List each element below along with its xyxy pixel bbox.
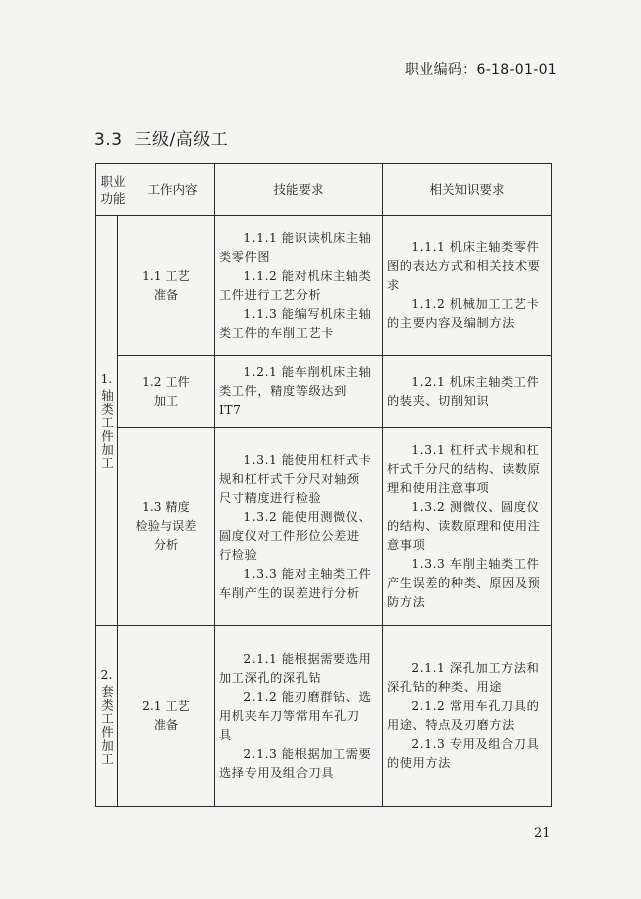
knowledge-item: 1.2.1 机床主轴类工件的装夹、切削知识 xyxy=(387,374,540,408)
section-title: 三级/高级工 xyxy=(134,130,229,150)
header-function xyxy=(95,164,131,215)
skill-cell xyxy=(215,356,382,427)
skill-item: 1.1.3 能编写机床主轴类工件的车削工艺卡 xyxy=(219,306,372,340)
skill-item: 2.1.3 能根据加工需要选择专用及组合刀具 xyxy=(219,746,372,780)
table-border-bottom xyxy=(95,806,552,807)
header-skill: 技能要求 xyxy=(273,182,324,197)
knowledge-item: 2.1.2 常用车孔刀具的用途、特点及刃磨方法 xyxy=(387,699,540,732)
skill-item: 1.1.1 能识读机床主轴类零件图 xyxy=(219,230,372,264)
function-cell xyxy=(96,626,117,806)
function-number: 1. xyxy=(100,371,113,386)
function-name: 轴类工件加工 xyxy=(99,389,115,470)
work-content-line: 1.1 工艺 xyxy=(142,268,190,283)
knowledge-item: 1.3.1 杠杆式卡规和杠杆式千分尺的结构、读数原理和使用注意事项 xyxy=(387,443,541,495)
skill-item: 2.1.1 能根据需要选用加工深孔的深孔钻 xyxy=(219,651,372,685)
knowledge-cell xyxy=(383,626,551,806)
header-function-line: 功能 xyxy=(100,190,126,206)
header-knowledge: 相关知识要求 xyxy=(429,182,505,197)
work-content-line: 分析 xyxy=(153,538,179,552)
work-content-line: 检验与误差 xyxy=(135,519,197,533)
function-cell xyxy=(96,216,117,625)
skill-cell xyxy=(215,428,382,625)
table-border-right xyxy=(551,163,552,807)
skill-cell xyxy=(215,216,382,355)
work-content-cell xyxy=(118,356,214,427)
skill-item: 1.3.3 能对主轴类工件车削产生的误差进行分析 xyxy=(219,566,372,600)
header-function-line: 职业 xyxy=(100,173,126,189)
skills-table xyxy=(95,163,552,807)
function-name: 套类工件加工 xyxy=(99,684,115,766)
work-content-line: 2.1 工艺 xyxy=(142,699,190,713)
section-number: 3.3 xyxy=(94,130,123,150)
function-number: 2. xyxy=(100,666,113,682)
work-content-line: 1.2 工件 xyxy=(142,374,190,389)
page-number: 21 xyxy=(534,826,551,841)
skill-item: 1.3.2 能使用测微仪、圆度仪对工件形位公差进行检验 xyxy=(219,509,372,562)
knowledge-item: 1.3.3 车削主轴类工件产生误差的种类、原因及预防方法 xyxy=(387,557,541,609)
work-content-cell xyxy=(118,626,214,806)
knowledge-item: 1.1.1 机床主轴类零件图的表达方式和相关技术要求 xyxy=(387,240,541,292)
knowledge-item: 1.1.2 机械加工工艺卡的主要内容及编制方法 xyxy=(387,297,540,330)
work-content-cell xyxy=(118,216,214,355)
knowledge-cell xyxy=(383,428,551,625)
occupation-code: 职业编码：6-18-01-01 xyxy=(404,62,557,78)
knowledge-item: 2.1.3 专用及组合刀具的使用方法 xyxy=(387,737,540,770)
section-heading xyxy=(94,125,228,150)
work-content-line: 准备 xyxy=(153,287,179,302)
knowledge-item: 1.3.2 测微仪、圆度仪的结构、读数原理和使用注意事项 xyxy=(387,500,541,552)
skill-cell xyxy=(215,626,382,806)
work-content-cell xyxy=(118,428,214,625)
knowledge-cell xyxy=(383,216,551,355)
work-content-line: 准备 xyxy=(153,718,179,732)
skill-item: 1.1.2 能对机床主轴类工件进行工艺分析 xyxy=(219,268,372,302)
knowledge-item: 2.1.1 深孔加工方法和深孔钻的种类、用途 xyxy=(387,661,540,694)
skill-item: 1.3.1 能使用杠杆式卡规和杠杆式千分尺对轴颈尺寸精度进行检验 xyxy=(219,452,372,505)
knowledge-cell xyxy=(383,356,551,427)
header-content: 工作内容 xyxy=(147,182,198,197)
skill-item: 1.2.1 能车削机床主轴类工件，精度等级达到 IT7 xyxy=(219,365,372,417)
work-content-line: 1.3 精度 xyxy=(142,500,190,514)
skill-item: 2.1.2 能刃磨群钻、选用机夹车刀等常用车孔刀具 xyxy=(219,689,372,742)
work-content-line: 加工 xyxy=(153,393,179,408)
